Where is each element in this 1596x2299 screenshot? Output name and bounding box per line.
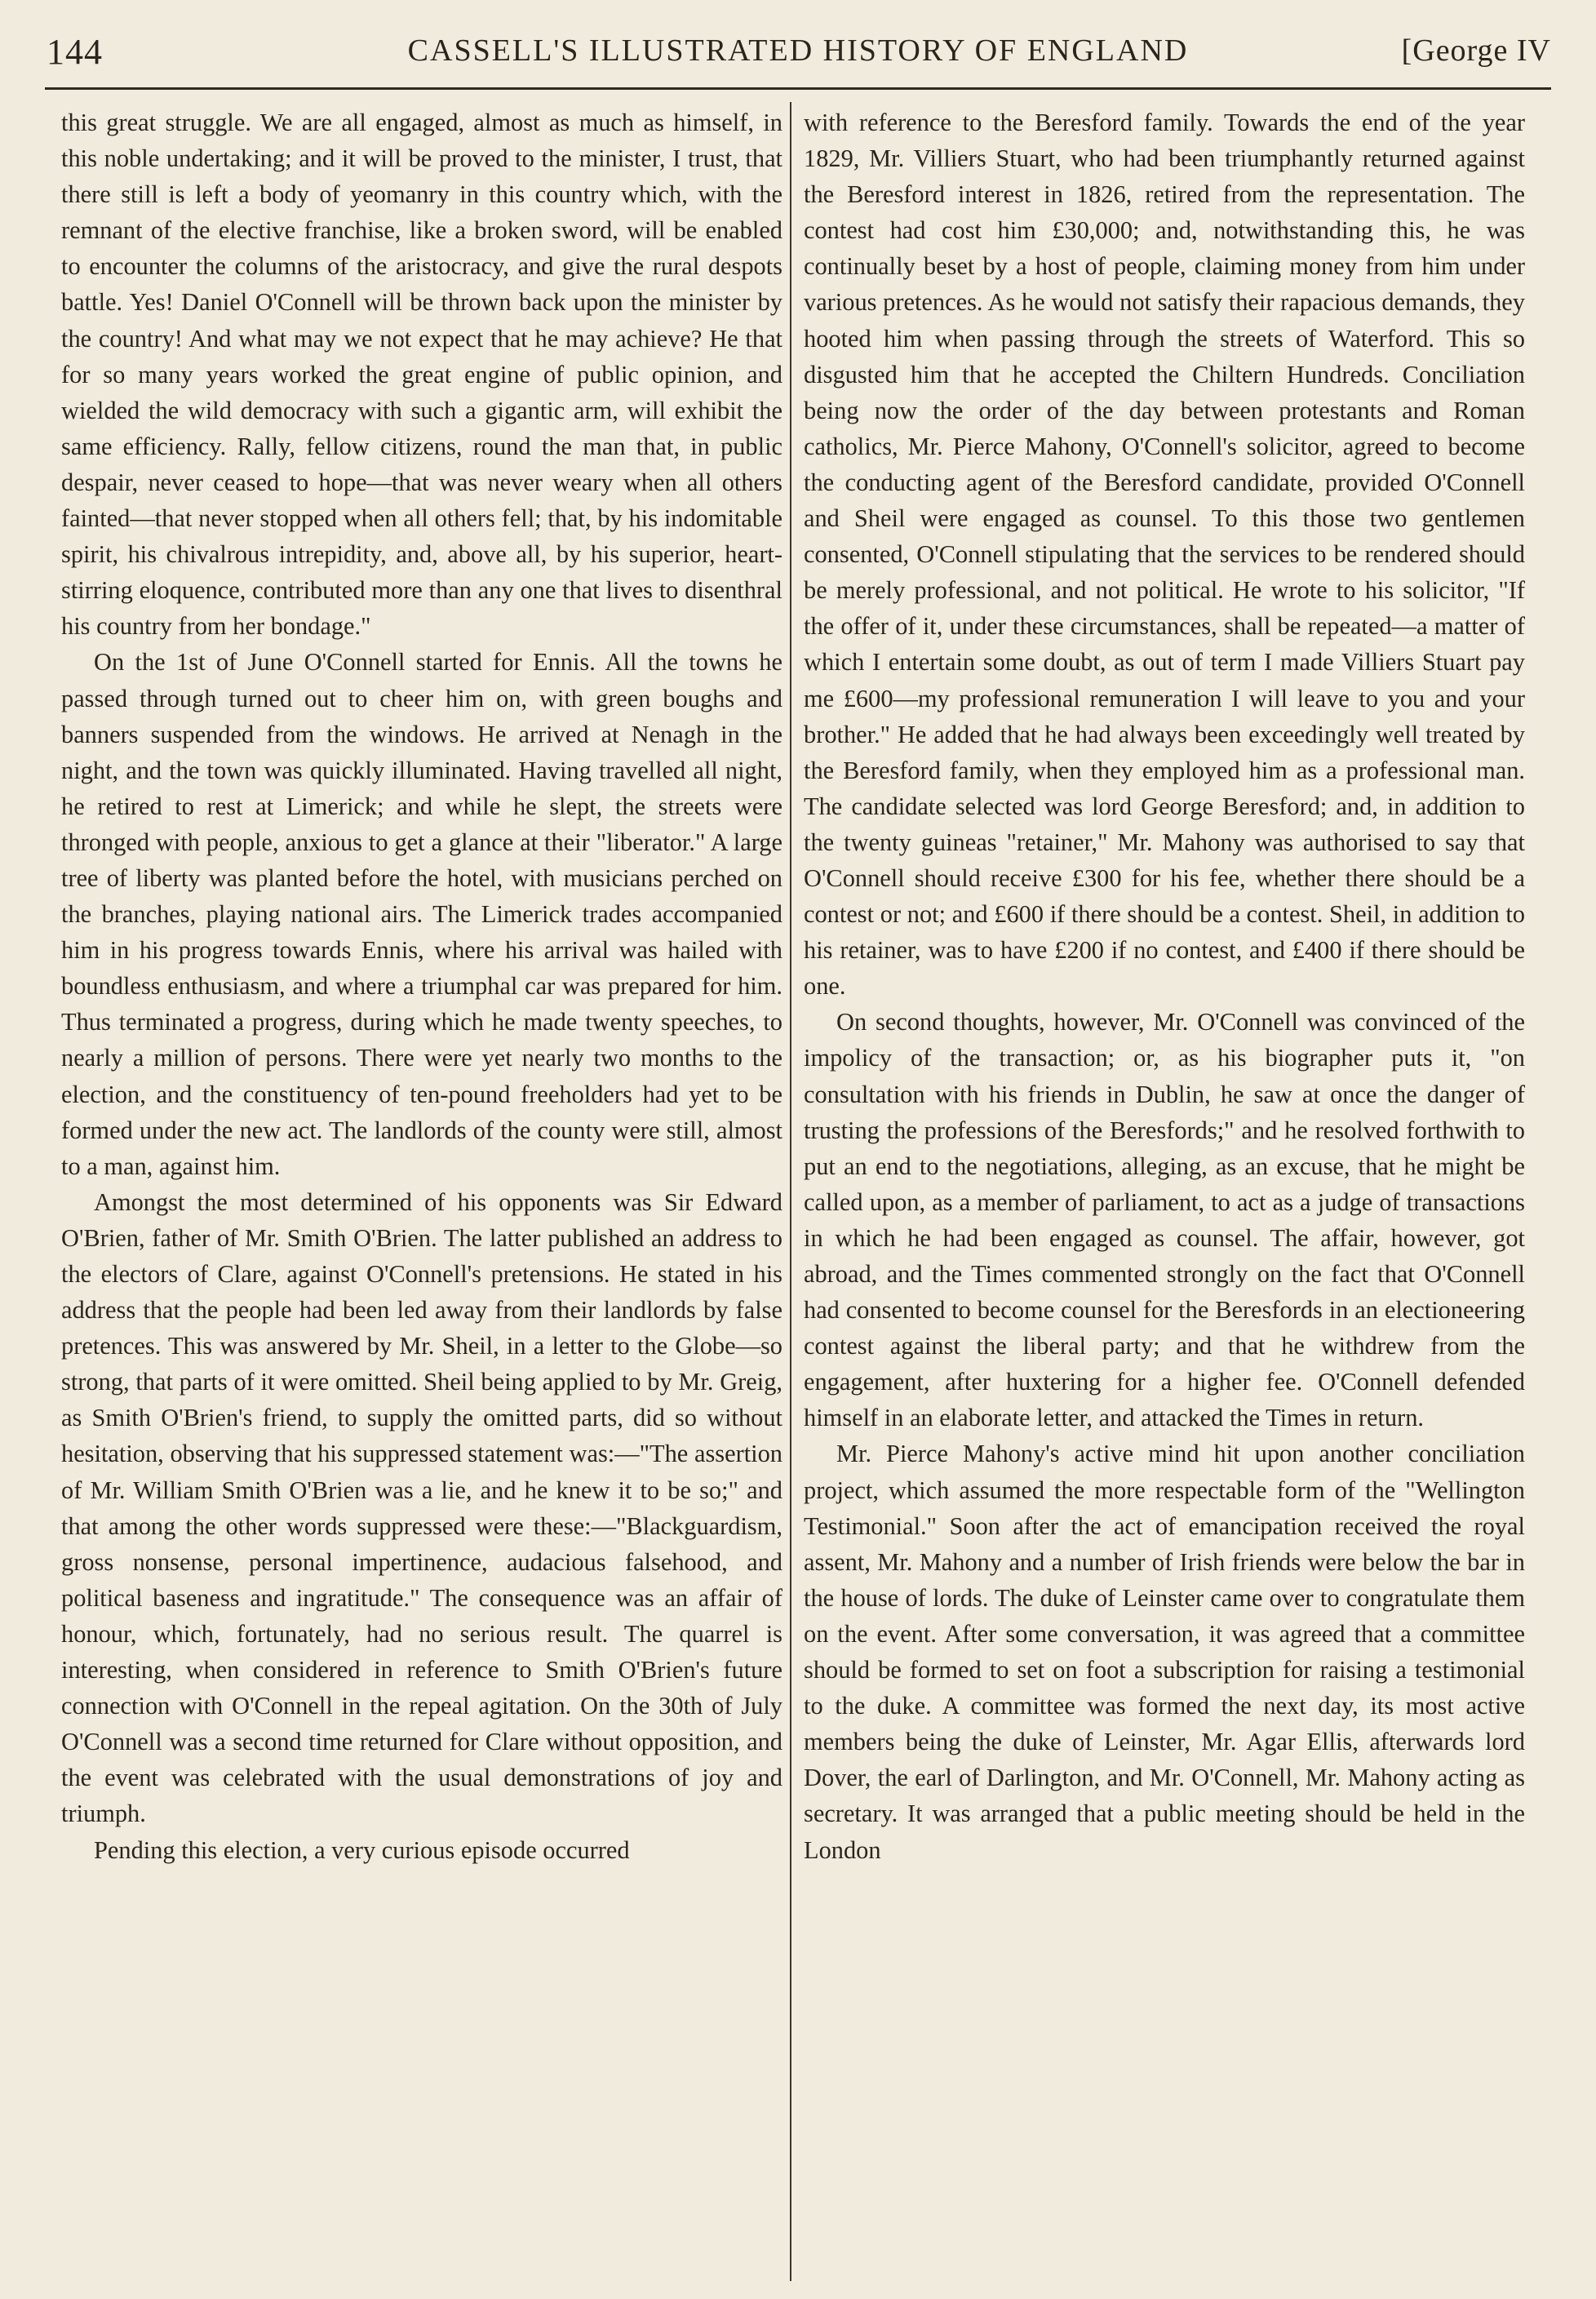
paragraph: with reference to the Beresford family. Towards the end of the year 1829, Mr. Villiers Stuart, who had been triumphantly returned against the Beresford interest in 1826, retired from the representation. The contest had cost him £30,000; and, notwithstanding this, he was continually beset by a host of people, claiming money from him under various pretences. As he would not satisfy their rapacious demands, they hooted him when passing through the streets of Waterford. This so disgusted him that he accepted the Chiltern Hundreds. Conciliation being now the order of the day between protestants and Roman catholics, Mr. Pierce Mahony, O'Connell's solicitor, agreed to become the conducting agent of the Beresford candidate, provided O'Connell and Sheil were engaged as counsel. To this those two gentlemen consented, O'Connell stipulating that the services to be rendered should be merely professional, and not political. He wrote to his solicitor, "If the offer of it, under these circumstances, shall be repeated—a matter of which I entertain some doubt, as out of term I made Villiers Stuart pay me £600—my professional remuneration I will leave to you and your brother." He added that he had always been exceedingly well treated by the Beresford family, when they employed him as a professional man. The candidate selected was lord George Beresford; and, in addition to the twenty guineas "retainer," Mr. Mahony was authorised to say that O'Connell should receive £300 for his fee, whether there should be a contest or not; and £600 if there should be a contest. Sheil, in addition to his retainer, was to have £200 if no contest, and £400 if there should be one. — [804, 109, 1525, 1001]
header-rule — [45, 87, 1551, 90]
page-number: 144 — [47, 32, 103, 72]
right-column — [804, 104, 1525, 1868]
paragraph: Pending this election, a very curious episode occurred — [94, 1835, 630, 1864]
column-divider — [790, 102, 791, 2281]
paragraph: On second thoughts, however, Mr. O'Connell was convinced of the impolicy of the transaction; or, as his biographer puts it, "on consultation with his friends in Dublin, he saw at once the danger of trusting the professions of the Beresfords;" and he resolved forthwith to put an end to the negotiations, alleging, as an excuse, that he might be called upon, as a member of parliament, to act as a judge of transactions in which he had been engaged as counsel. The affair, however, got abroad, and the Times commented strongly on the fact that O'Connell had consented to become counsel for the Beresfords in an electioneering contest against the liberal party; and that he withdrew from the engagement, after huxtering for a higher fee. O'Connell defended himself in an elaborate letter, and attacked the Times in return. — [804, 1008, 1525, 1432]
paragraph: On the 1st of June O'Connell started for Ennis. All the towns he passed through turned out to cheer him on, with green boughs and banners suspended from the windows. He arrived at Nenagh in the night, and the town was quickly illuminated. Having travelled all night, he retired to rest at Limerick; and while he slept, the streets were thronged with people, anxious to get a glance at their "liberator." A large tree of liberty was planted before the hotel, with musicians perched on the branches, playing national airs. The Limerick trades accompanied him in his progress towards Ennis, where his arrival was hailed with boundless enthusiasm, and where a triumphal car was prepared for him. Thus terminated a progress, during which he made twenty speeches, to nearly a million of persons. There were yet nearly two months to the election, and the constituency of ten-pound freeholders had yet to be formed under the new act. The landlords of the county were still, almost to a man, against him. — [61, 648, 782, 1180]
running-title: CASSELL'S ILLUSTRATED HISTORY OF ENGLAND — [407, 33, 1189, 68]
paragraph: Amongst the most determined of his opponents was Sir Edward O'Brien, father of Mr. Smith O'Brien. The latter published an address to the electors of Clare, against O'Connell's pretensions. He stated in his address that the people had been led away from their landlords by false pretences. This was answered by Mr. Sheil, in a letter to the Globe—so strong, that parts of it were omitted. Sheil being applied to by Mr. Greig, as Smith O'Brien's friend, to supply the omitted parts, did so without hesitation, observing that his suppressed statement was:—"The assertion of Mr. William Smith O'Brien was a lie, and he knew it to be so;" and that among the other words suppressed were these:—"Blackguardism, gross nonsense, personal impertinence, audacious falsehood, and political baseness and ingratitude." The consequence was an affair of honour, which, fortunately, had no serious result. The quarrel is interesting, when considered in reference to Smith O'Brien's future connection with O'Connell in the repeal agitation. On the 30th of July O'Connell was a second time returned for Clare without opposition, and the event was celebrated with the usual demonstrations of joy and triumph. — [61, 1187, 782, 1828]
paragraph: Mr. Pierce Mahony's active mind hit upon another conciliation project, which assumed the more respectable form of the "Wellington Testimonial." Soon after the act of emancipation received the royal assent, Mr. Mahony and a number of Irish friends were below the bar in the house of lords. The duke of Leinster came over to congratulate them on the event. After some conversation, it was agreed that a committee should be formed to set on foot a subscription for raising a testimonial to the duke. A committee was formed the next day, its most active members being the duke of Leinster, Mr. Agar Ellis, afterwards lord Dover, the earl of Darlington, and Mr. O'Connell, Mr. Mahony acting as secretary. It was arranged that a public meeting should be held in the London — [804, 1440, 1525, 1864]
page-header — [45, 31, 1551, 77]
section-label: [George IV — [1401, 33, 1551, 68]
left-column — [61, 104, 782, 1868]
paragraph: this great struggle. We are all engaged, almost as much as himself, in this noble undertaking; and it will be proved to the minister, I trust, that there still is left a body of yeomanry in this country which, with the remnant of the elective franchise, like a broken sword, will be enabled to encounter the columns of the aristocracy, and give the rural despots battle. Yes! Daniel O'Connell will be thrown back upon the minister by the country! And what may we not expect that he may achieve? He that for so many years worked the great engine of public opinion, and wielded the wild democracy with such a gigantic arm, will exhibit the same efficiency. Rally, fellow citizens, round the man that, in public despair, never ceased to hope—that was never weary when all others fainted—that never stopped when all others fell; that, by his indomitable spirit, his chivalrous intrepidity, and, above all, by his superior, heart-stirring eloquence, contributed more than any one that lives to disenthral his country from her bondage." — [61, 109, 782, 641]
